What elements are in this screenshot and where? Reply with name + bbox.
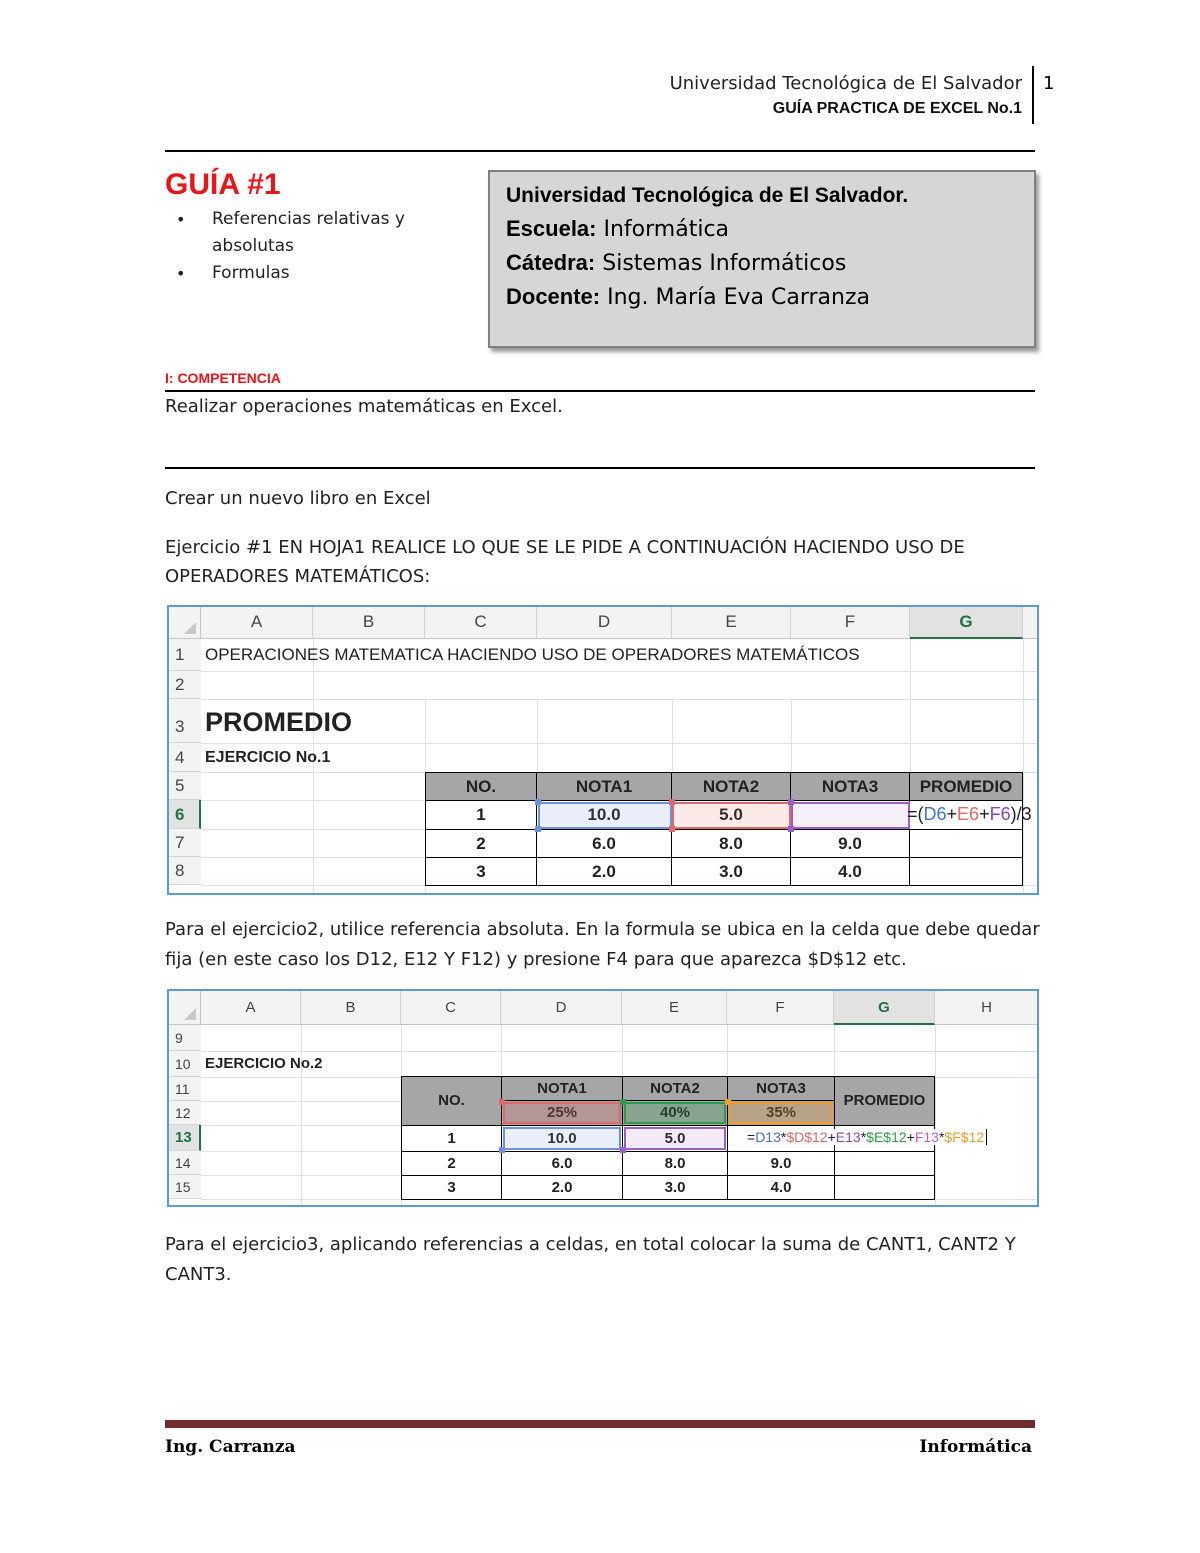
cell-no[interactable]: 3 [401, 1175, 502, 1200]
info-university: Universidad Tecnológica de El Salvador. [506, 184, 909, 207]
table-header-promedio[interactable]: PROMEDIO [834, 1076, 935, 1126]
cell-nota2[interactable]: 5.0 [622, 1125, 728, 1152]
cell-a4[interactable]: EJERCICIO No.1 [205, 749, 331, 766]
instruction-ex2: Para el ejercicio2, utilice referencia absoluta. En la formula se ubica en la celda que debe quedar fija (en este caso los D12, E12 Y F12) y presione F4 para que aparezca $D$12 etc. [165, 919, 1040, 970]
competencia-heading: I: COMPETENCIA [165, 370, 281, 386]
cell-nota2[interactable]: 3.0 [671, 857, 791, 886]
gridline [201, 1101, 401, 1102]
cell-nota1[interactable]: 10.0 [501, 1125, 623, 1152]
instruction-ex3: Para el ejercicio3, aplicando referencias a celdas, en total colocar la suma de CANT1, CANT2 Y CANT3. [165, 1234, 1016, 1285]
cell-no[interactable]: 3 [425, 857, 537, 886]
col-header-g[interactable]: G [910, 607, 1023, 639]
cell-nota3[interactable]: 9.0 [727, 1151, 835, 1176]
header-university: Universidad Tecnológica de El Salvador [669, 73, 1022, 94]
cell-nota2[interactable]: 3.0 [622, 1175, 728, 1200]
gridline [622, 1025, 623, 1075]
col-header-d[interactable]: D [537, 607, 672, 639]
gridline [201, 1151, 401, 1152]
gridline [201, 857, 425, 858]
row-header-1[interactable]: 1 [169, 639, 201, 671]
ref-highlight-d6 [538, 802, 672, 829]
topic-item: • Referencias relativas y absolutas [212, 206, 492, 260]
table-header-no[interactable]: NO. [401, 1076, 502, 1126]
ref-highlight-f12 [729, 1102, 833, 1124]
drag-handle[interactable] [499, 1099, 505, 1105]
topic-item: • Formulas [212, 260, 492, 287]
ref-highlight-d12 [503, 1102, 621, 1124]
weight-nota2[interactable]: 40% [622, 1100, 728, 1126]
header-divider [1032, 66, 1034, 124]
col-header-f[interactable]: F [791, 607, 910, 639]
drag-handle[interactable] [535, 826, 541, 832]
row-header-7[interactable]: 7 [169, 829, 201, 857]
formula-g6[interactable]: =(D6+E6+F6)/3 [907, 804, 1032, 824]
gridline [537, 699, 538, 774]
gridline [201, 800, 425, 801]
row-header-5[interactable]: 5 [169, 772, 201, 800]
row-header-3[interactable]: 3 [169, 699, 201, 743]
gridline [791, 699, 792, 774]
ref-highlight-d13 [503, 1127, 621, 1150]
col-header-blank [1023, 607, 1039, 639]
topic-list [172, 206, 492, 287]
row-header-11[interactable]: 11 [169, 1077, 201, 1101]
cell-a1[interactable]: OPERACIONES MATEMATICA HACIENDO USO DE OPERADORES MATEMÁTICOS [205, 645, 860, 664]
col-header-h[interactable]: H [935, 991, 1039, 1025]
excel-sheet1 [167, 605, 1039, 895]
drag-handle[interactable] [535, 799, 541, 805]
col-header-e[interactable]: E [672, 607, 791, 639]
gridline [501, 1025, 502, 1075]
drag-handle[interactable] [788, 826, 794, 832]
row-header-8[interactable]: 8 [169, 857, 201, 885]
cell-nota1[interactable]: 6.0 [536, 829, 672, 858]
gridline [672, 699, 673, 774]
cell-a10[interactable]: EJERCICIO No.2 [205, 1055, 323, 1072]
instruction-ex1: Ejercicio #1 EN HOJA1 REALICE LO QUE SE LE PIDE A CONTINUACIÓN HACIENDO USO DE OPERADORES MATEMÁTICOS: [165, 537, 965, 587]
table-header-nota2[interactable]: NOTA2 [622, 1076, 728, 1101]
drag-handle[interactable] [669, 826, 675, 832]
gridline [834, 1025, 835, 1075]
col-header-a[interactable]: A [201, 607, 313, 639]
section-rule [165, 467, 1035, 469]
cell-nota1[interactable]: 2.0 [536, 857, 672, 886]
table-header-nota3[interactable]: NOTA3 [790, 772, 910, 801]
cell-nota2[interactable]: 8.0 [671, 829, 791, 858]
cell-promedio[interactable] [834, 1175, 935, 1200]
formula-g13[interactable]: =D13*$D$12+E13*$E$12+F13*$F$12 [747, 1129, 987, 1145]
col-header-a[interactable]: A [201, 991, 301, 1025]
select-all-corner[interactable] [169, 991, 201, 1025]
col-header-b[interactable]: B [313, 607, 425, 639]
gridline [201, 671, 1039, 672]
competencia-rule [165, 390, 1035, 392]
table-header-promedio[interactable]: PROMEDIO [909, 772, 1023, 801]
gridline [201, 1125, 401, 1126]
footer-author: Ing. Carranza [165, 1437, 296, 1457]
cell-nota1[interactable]: 6.0 [501, 1151, 623, 1176]
cell-nota2[interactable]: 8.0 [622, 1151, 728, 1176]
page-number: 1 [1043, 73, 1055, 94]
table-header-nota1[interactable]: NOTA1 [501, 1076, 623, 1101]
row-header-2[interactable]: 2 [169, 671, 201, 699]
cell-promedio[interactable] [834, 1151, 935, 1176]
cell-nota1[interactable]: 2.0 [501, 1175, 623, 1200]
cell-nota3[interactable]: 4.0 [790, 857, 910, 886]
header-guide-title: GUÍA PRACTICA DE EXCEL No.1 [772, 100, 1022, 117]
gridline [1023, 639, 1024, 895]
cell-nota2[interactable]: 5.0 [671, 800, 791, 830]
gridline [727, 1025, 728, 1075]
row-header-9[interactable]: 9 [169, 1025, 201, 1051]
instruction-create-book: Crear un nuevo libro en Excel [165, 488, 431, 509]
gridline [201, 829, 425, 830]
table-header-nota2[interactable]: NOTA2 [671, 772, 791, 801]
top-rule [165, 150, 1035, 152]
gridline [201, 1051, 1039, 1052]
gridline [301, 1025, 302, 1207]
gridline [935, 1025, 936, 1207]
info-catedra: Cátedra: Sistemas Informáticos [506, 250, 847, 276]
drag-handle[interactable] [499, 1147, 505, 1153]
table-header-no[interactable]: NO. [425, 772, 537, 801]
col-header-f[interactable]: F [727, 991, 834, 1025]
row-header-6[interactable]: 6 [169, 800, 201, 829]
gridline [201, 1175, 401, 1176]
row-header-15[interactable]: 15 [169, 1175, 201, 1199]
weight-nota3[interactable]: 35% [727, 1100, 835, 1126]
ref-highlight-e13 [624, 1127, 726, 1150]
page-title: GUÍA #1 [165, 168, 281, 201]
cell-promedio[interactable] [909, 857, 1023, 886]
ref-highlight-e12 [624, 1102, 726, 1124]
cell-no[interactable]: 1 [425, 800, 537, 830]
competencia-text: Realizar operaciones matemáticas en Excel. [165, 396, 563, 417]
row-header-4[interactable]: 4 [169, 743, 201, 772]
cell-no[interactable]: 2 [425, 829, 537, 858]
drag-handle[interactable] [620, 1147, 626, 1153]
drag-handle[interactable] [725, 1099, 731, 1105]
gridline [910, 639, 911, 774]
table-header-nota3[interactable]: NOTA3 [727, 1076, 835, 1101]
col-header-b[interactable]: B [301, 991, 401, 1025]
info-box [488, 170, 1036, 348]
info-escuela: Escuela: Informática [506, 216, 730, 242]
col-header-g[interactable]: G [834, 991, 935, 1025]
row-header-13[interactable]: 13 [169, 1125, 201, 1151]
drag-handle[interactable] [788, 799, 794, 805]
cell-nota1[interactable]: 10.0 [536, 800, 672, 830]
excel-sheet2 [167, 989, 1039, 1207]
info-docente: Docente: Ing. María Eva Carranza [506, 284, 870, 310]
cell-no[interactable]: 1 [401, 1125, 502, 1152]
cell-no[interactable]: 2 [401, 1151, 502, 1176]
footer-subject: Informática [919, 1437, 1032, 1457]
row-header-14[interactable]: 14 [169, 1151, 201, 1175]
gridline [201, 743, 1039, 744]
drag-handle[interactable] [669, 799, 675, 805]
drag-handle[interactable] [620, 1099, 626, 1105]
col-header-c[interactable]: C [401, 991, 501, 1025]
row-header-10[interactable]: 10 [169, 1051, 201, 1077]
weight-nota1[interactable]: 25% [501, 1100, 623, 1126]
footer-bar [165, 1420, 1035, 1428]
cell-promedio[interactable] [909, 829, 1023, 858]
table-header-nota1[interactable]: NOTA1 [536, 772, 672, 801]
cell-nota3[interactable]: 4.0 [727, 1175, 835, 1200]
gridline [201, 699, 1039, 700]
col-header-d[interactable]: D [501, 991, 622, 1025]
cell-nota3[interactable]: 9.0 [790, 829, 910, 858]
col-header-e[interactable]: E [622, 991, 727, 1025]
select-all-corner[interactable] [169, 607, 201, 639]
ref-highlight-f6 [791, 802, 910, 829]
ref-highlight-e6 [672, 802, 791, 829]
col-header-c[interactable]: C [425, 607, 537, 639]
row-header-12[interactable]: 12 [169, 1101, 201, 1125]
cell-a3[interactable]: PROMEDIO [205, 707, 353, 737]
